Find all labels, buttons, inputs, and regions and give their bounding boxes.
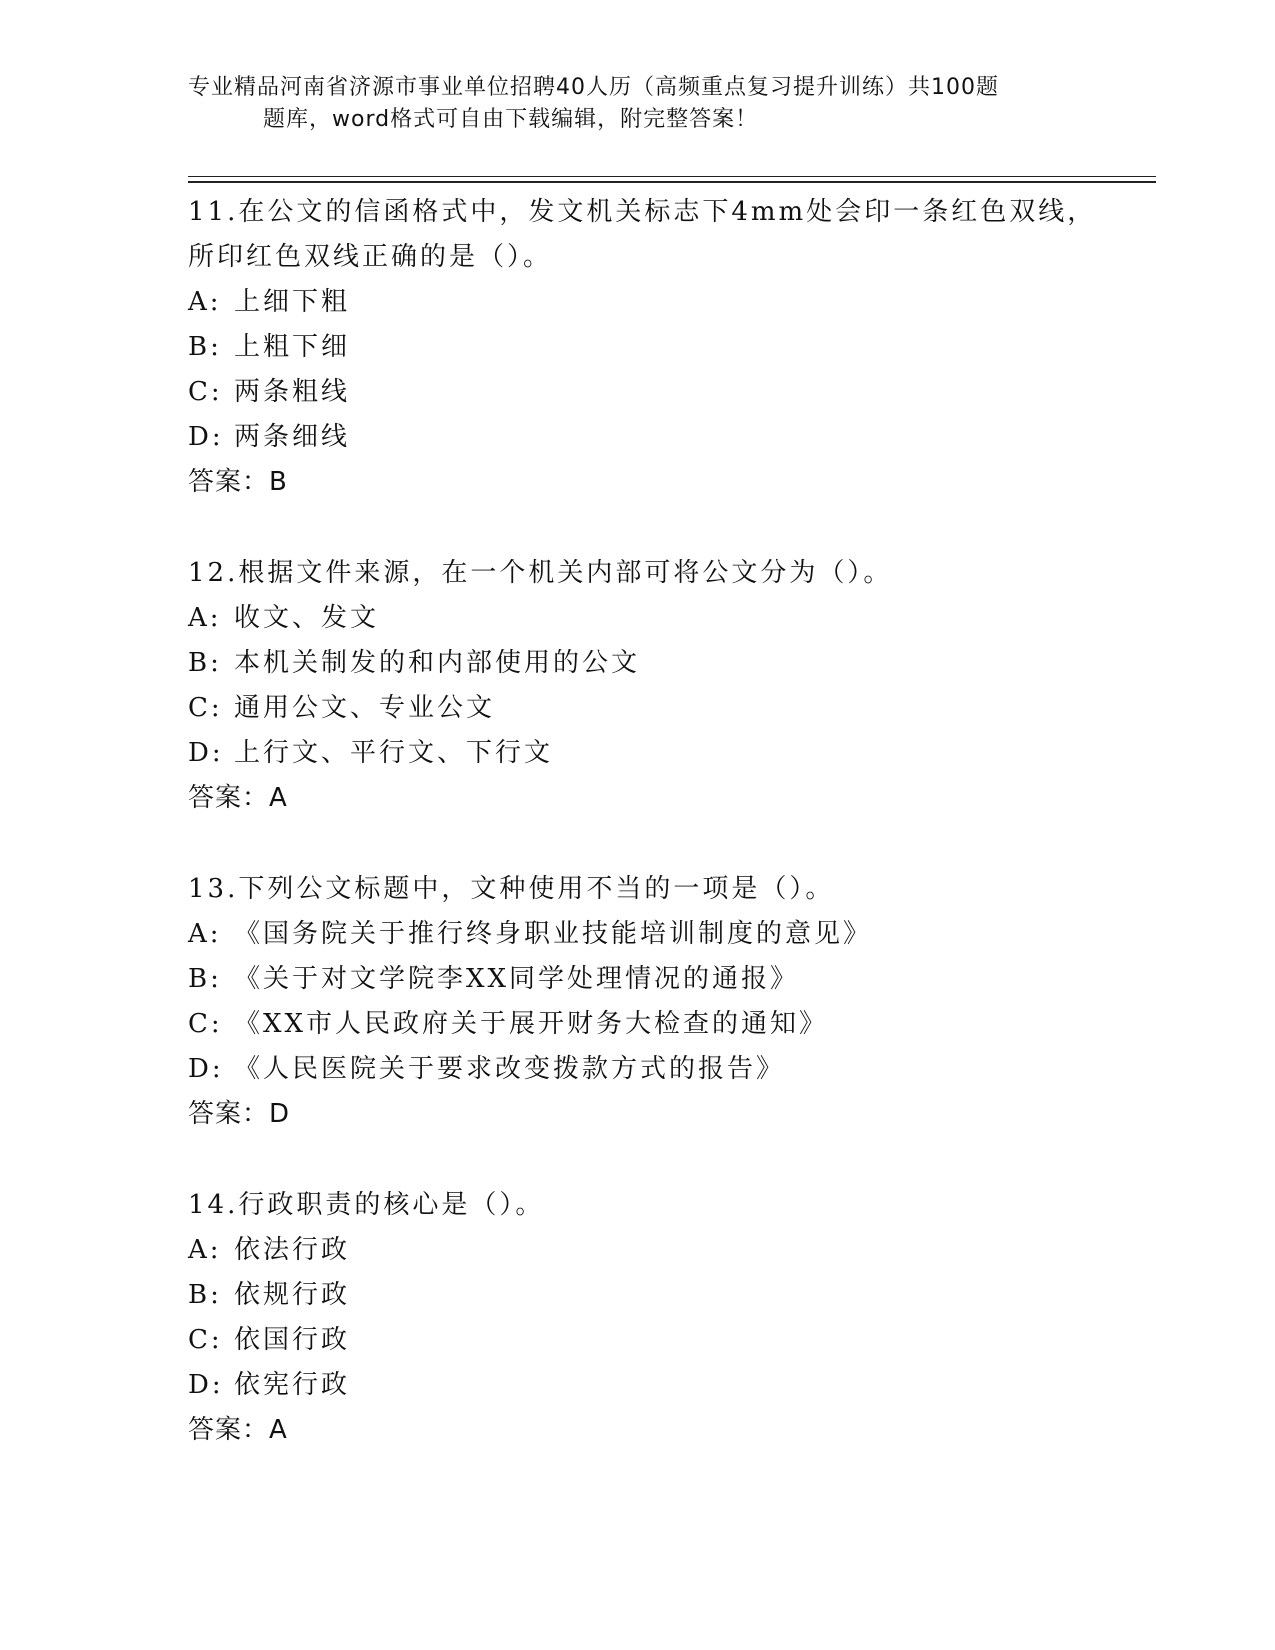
- option-key: C:: [188, 693, 223, 723]
- question-list: [188, 190, 1156, 1453]
- option-key: D:: [188, 738, 224, 768]
- option-text: 收文、发文: [234, 603, 380, 633]
- option-b: [188, 957, 1156, 1002]
- option-key: A:: [188, 1235, 222, 1265]
- option-key: A:: [188, 919, 222, 949]
- document-header: [188, 72, 1088, 136]
- option-text: 上粗下细: [234, 332, 351, 362]
- option-a: [188, 912, 1156, 957]
- option-text: 依法行政: [234, 1235, 351, 1265]
- option-text: 依宪行政: [234, 1370, 351, 1400]
- answer: 答案：A: [188, 783, 288, 813]
- option-c: [188, 1002, 1156, 1047]
- option-key: D:: [188, 1370, 224, 1400]
- option-d: [188, 1363, 1156, 1408]
- question-11: [188, 190, 1156, 505]
- question-12: [188, 551, 1156, 821]
- option-key: B:: [188, 648, 222, 678]
- question-stem: 12.根据文件来源，在一个机关内部可将公文分为（）。: [188, 558, 893, 588]
- question-stem: 14.行政职责的核心是（）。: [188, 1190, 545, 1220]
- header-divider-thin: [188, 176, 1156, 177]
- option-a: [188, 280, 1156, 325]
- answer: 答案：B: [188, 467, 288, 497]
- option-text: 依国行政: [234, 1325, 351, 1355]
- option-text: 本机关制发的和内部使用的公文: [234, 648, 641, 678]
- option-a: [188, 1228, 1156, 1273]
- option-key: D:: [188, 1054, 224, 1084]
- option-text: 上细下粗: [234, 287, 351, 317]
- option-key: B:: [188, 332, 222, 362]
- answer: 答案：D: [188, 1099, 291, 1129]
- option-text: 依规行政: [234, 1280, 351, 1310]
- question-14: [188, 1183, 1156, 1453]
- option-key: C:: [188, 1325, 223, 1355]
- option-b: [188, 1273, 1156, 1318]
- header-divider-thick: [188, 181, 1156, 183]
- option-text: 《国务院关于推行终身职业技能培训制度的意见》: [234, 919, 873, 949]
- option-text: 两条粗线: [234, 377, 351, 407]
- option-key: D:: [188, 422, 224, 452]
- option-text: 通用公文、专业公文: [234, 693, 496, 723]
- option-c: [188, 1318, 1156, 1363]
- option-key: B:: [188, 964, 222, 994]
- question-stem: 11.在公文的信函格式中，发文机关标志下4mm处会印一条红色双线，: [188, 197, 1097, 227]
- option-text: 《XX市人民政府关于展开财务大检查的通知》: [234, 1009, 829, 1039]
- option-key: A:: [188, 603, 222, 633]
- answer: 答案：A: [188, 1415, 288, 1445]
- question-13: [188, 867, 1156, 1137]
- option-d: [188, 731, 1156, 776]
- header-title-line2: 题库，word格式可自由下载编辑，附完整答案！: [263, 107, 759, 132]
- option-d: [188, 1047, 1156, 1092]
- option-c: [188, 686, 1156, 731]
- option-key: C:: [188, 377, 223, 407]
- option-a: [188, 596, 1156, 641]
- option-b: [188, 641, 1156, 686]
- option-text: 上行文、平行文、下行文: [234, 738, 554, 768]
- option-text: 《关于对文学院李XX同学处理情况的通报》: [234, 964, 800, 994]
- header-title-line1: 专业精品河南省济源市事业单位招聘40人历（高频重点复习提升训练）共100题: [188, 75, 999, 100]
- option-text: 《人民医院关于要求改变拨款方式的报告》: [234, 1054, 786, 1084]
- option-key: C:: [188, 1009, 223, 1039]
- question-stem-continued: 所印红色双线正确的是（）。: [188, 242, 553, 272]
- option-key: A:: [188, 287, 222, 317]
- option-text: 两条细线: [234, 422, 351, 452]
- option-b: [188, 325, 1156, 370]
- option-key: B:: [188, 1280, 222, 1310]
- question-stem: 13.下列公文标题中，文种使用不当的一项是（）。: [188, 874, 835, 904]
- option-d: [188, 415, 1156, 460]
- option-c: [188, 370, 1156, 415]
